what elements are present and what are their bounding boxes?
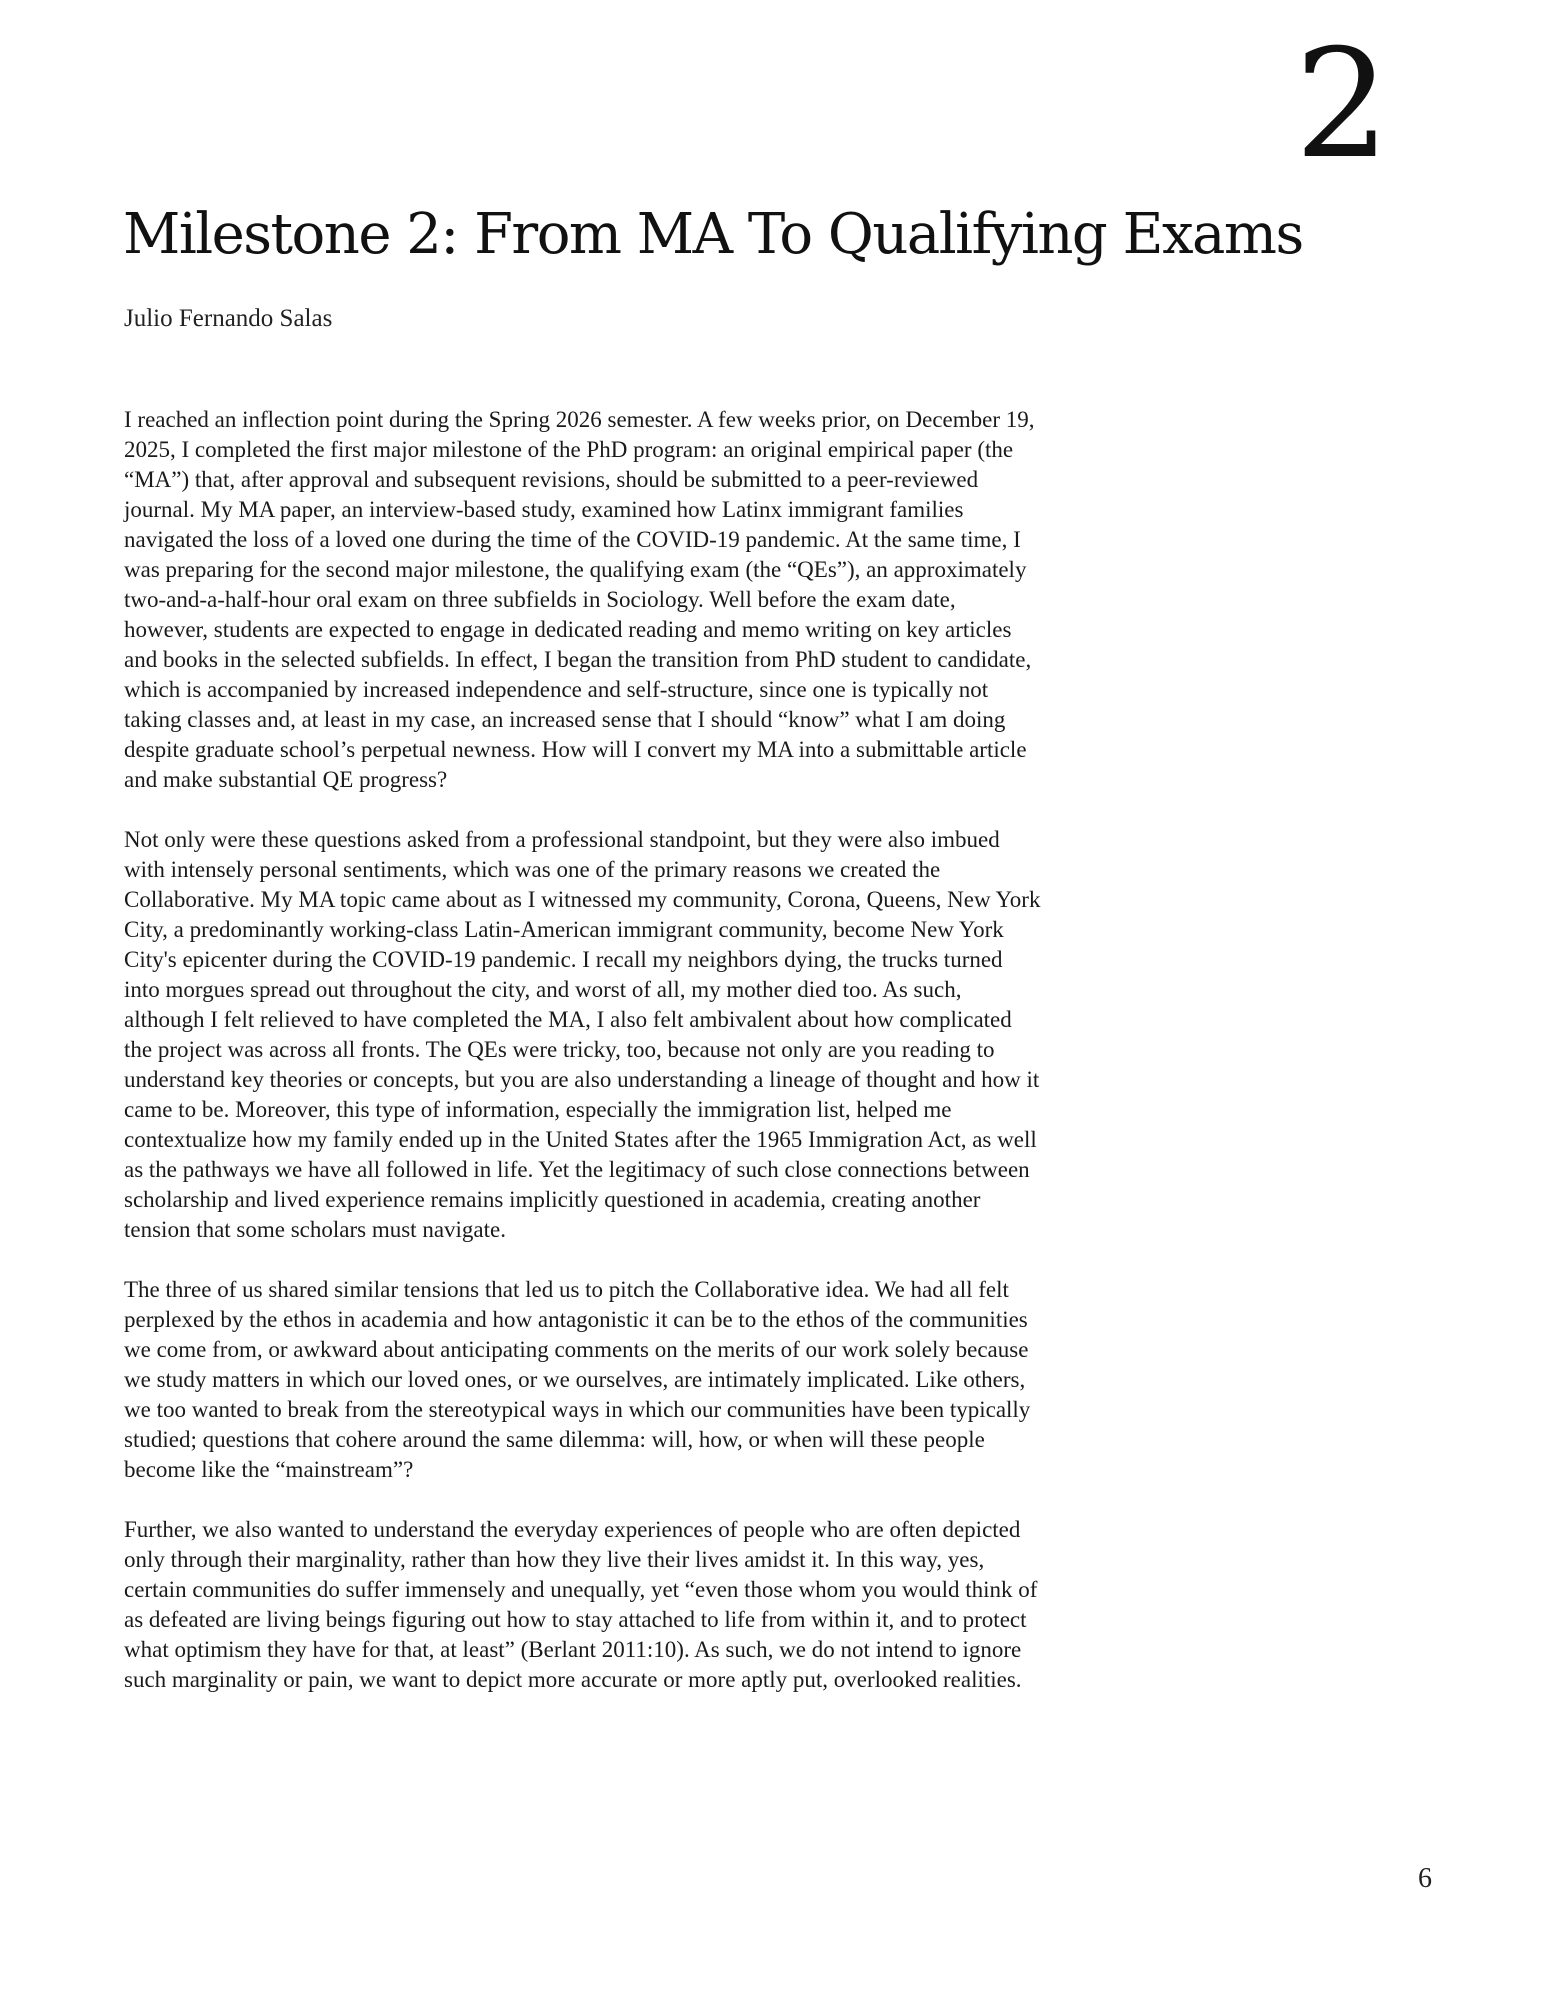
author-name: Julio Fernando Salas (124, 305, 333, 332)
chapter-number: 2 (1294, 18, 1390, 192)
chapter-title: Milestone 2: From MA To Qualifying Exams (123, 202, 1303, 267)
paragraph-3: The three of us shared similar tensions that led us to pitch the Collaborative idea. We had all felt perplexed by the ethos in academia and how antagonistic it can be to the ethos of the communities we come from, or awkward about anticipating comments on the merits of our work solely because we study matters in which our loved ones, or we ourselves, are intimately implicated. Like others, we too wanted to break from the stereotypical ways in which our communities have been typically studied; questions that cohere around the same dilemma: will, how, or when will these people become like the “mainstream”? (124, 1277, 1031, 1482)
paragraph-2: Not only were these questions asked from a professional standpoint, but they were also imbued with intensely personal sentiments, which was one of the primary reasons we created the Collaborative. My MA topic came about as I witnessed my community, Corona, Queens, New York City, a predominantly working-class Latin-American immigrant community, become New York City's epicenter during the COVID-19 pandemic. I recall my neighbors dying, the trucks turned into morgues spread out throughout the city, and worst of all, my mother died too. As such, although I felt relieved to have completed the MA, I also felt ambivalent about how complicated the project was across all fronts. The QEs were tricky, too, because not only are you reading to understand key theories or concepts, but you are also understanding a lineage of thought and how it came to be. Moreover, this type of information, especially the immigration list, helped me contextualize how my family ended up in the United States after the 1965 Immigration Act, as well as the pathways we have all followed in life. Yet the legitimacy of such close connections between scholarship and lived experience remains implicitly questioned in academia, creating another tension that some scholars must navigate. (124, 827, 1041, 1242)
paragraph-1: I reached an inflection point during the Spring 2026 semester. A few weeks prior, on December 19, 2025, I completed the first major milestone of the PhD program: an original empirical paper (the “MA”) that, after approval and subsequent revisions, should be submitted to a peer-reviewed journal. My MA paper, an interview-based study, examined how Latinx immigrant families navigated the loss of a loved one during the time of the COVID-19 pandemic. At the same time, I was preparing for the second major milestone, the qualifying exam (the “QEs”), an approximately two-and-a-half-hour oral exam on three subfields in Sociology. Well before the exam date, however, students are expected to engage in dedicated reading and memo writing on key articles and books in the selected subfields. In effect, I began the transition from PhD student to candidate, which is accompanied by increased independence and self-structure, since one is typically not taking classes and, at least in my case, an increased sense that I should “know” what I am doing despite graduate school’s perpetual newness. How will I convert my MA into a submittable article and make substantial QE progress? (124, 407, 1035, 792)
page-number: 6 (1418, 1863, 1432, 1894)
body-text (124, 405, 1044, 1725)
paragraph-4: Further, we also wanted to understand the everyday experiences of people who are often depicted only through their marginality, rather than how they live their lives amidst it. In this way, yes, certain communities do suffer immensely and unequally, yet “even those whom you would think of as defeated are living beings figuring out how to stay attached to life from within it, and to protect what optimism they have for that, at least” (Berlant 2011:10). As such, we do not intend to ignore such marginality or pain, we want to depict more accurate or more aptly put, overlooked realities. (124, 1517, 1038, 1692)
